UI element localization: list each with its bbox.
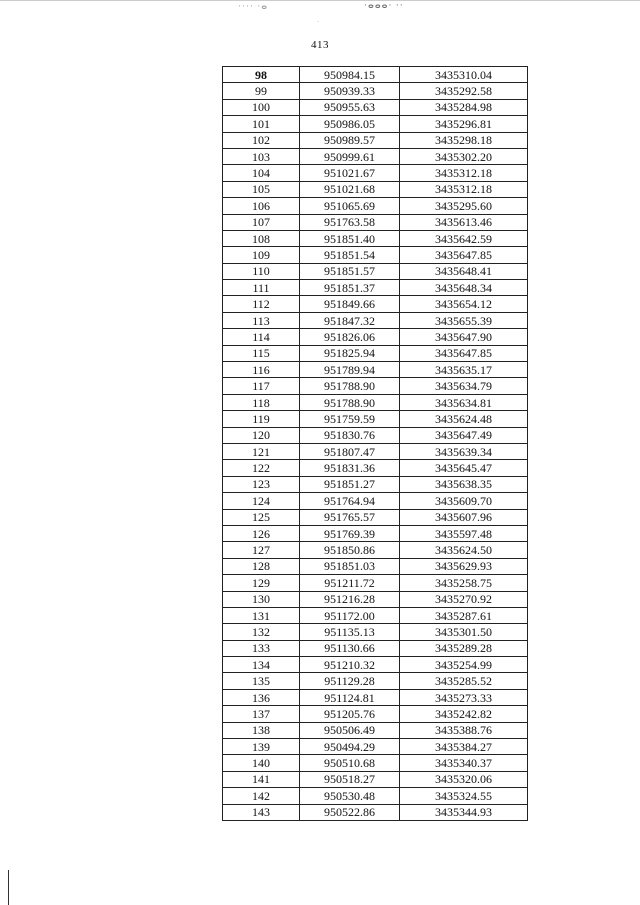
y-coordinate-cell: 3435302.20 (400, 148, 528, 164)
x-coordinate-cell: 950506.49 (300, 722, 400, 738)
table-row (223, 558, 528, 574)
table-row (223, 493, 528, 509)
point-number-cell: 114 (223, 329, 300, 345)
point-number-cell: 108 (223, 230, 300, 246)
y-coordinate-cell: 3435648.41 (400, 263, 528, 279)
scan-artifact: ·ⴰⴰⴰ· ·· (364, 0, 404, 10)
x-coordinate-cell: 951850.86 (300, 542, 400, 558)
point-number-cell: 99 (223, 83, 300, 99)
x-coordinate-cell: 950518.27 (300, 771, 400, 787)
y-coordinate-cell: 3435258.75 (400, 575, 528, 591)
table-row (223, 575, 528, 591)
point-number-cell: 105 (223, 181, 300, 197)
y-coordinate-cell: 3435384.27 (400, 739, 528, 755)
y-coordinate-cell: 3435638.35 (400, 476, 528, 492)
x-coordinate-cell: 951789.94 (300, 362, 400, 378)
y-coordinate-cell: 3435647.85 (400, 247, 528, 263)
table-row (223, 476, 528, 492)
y-coordinate-cell: 3435254.99 (400, 657, 528, 673)
point-number-cell: 130 (223, 591, 300, 607)
point-number-cell: 125 (223, 509, 300, 525)
x-coordinate-cell: 951830.76 (300, 427, 400, 443)
scan-artifact: · (317, 18, 321, 26)
table-row (223, 460, 528, 476)
table-row (223, 181, 528, 197)
y-coordinate-cell: 3435634.81 (400, 394, 528, 410)
y-coordinate-cell: 3435645.47 (400, 460, 528, 476)
y-coordinate-cell: 3435312.18 (400, 181, 528, 197)
table-row (223, 509, 528, 525)
table-row (223, 378, 528, 394)
point-number-cell: 113 (223, 312, 300, 328)
point-number-cell: 140 (223, 755, 300, 771)
x-coordinate-cell: 951851.03 (300, 558, 400, 574)
y-coordinate-cell: 3435292.58 (400, 83, 528, 99)
point-number-cell: 128 (223, 558, 300, 574)
table-row (223, 640, 528, 656)
point-number-cell: 100 (223, 99, 300, 115)
x-coordinate-cell: 951759.59 (300, 411, 400, 427)
x-coordinate-cell: 950984.15 (300, 67, 400, 83)
point-number-cell: 139 (223, 739, 300, 755)
y-coordinate-cell: 3435285.52 (400, 673, 528, 689)
table-row (223, 67, 528, 83)
x-coordinate-cell: 951851.37 (300, 280, 400, 296)
x-coordinate-cell: 950939.33 (300, 83, 400, 99)
point-number-cell: 141 (223, 771, 300, 787)
y-coordinate-cell: 3435647.85 (400, 345, 528, 361)
y-coordinate-cell: 3435654.12 (400, 296, 528, 312)
table-row (223, 312, 528, 328)
table-row (223, 427, 528, 443)
table-row (223, 247, 528, 263)
y-coordinate-cell: 3435629.93 (400, 558, 528, 574)
x-coordinate-cell: 951807.47 (300, 443, 400, 459)
x-coordinate-cell: 951130.66 (300, 640, 400, 656)
y-coordinate-cell: 3435284.98 (400, 99, 528, 115)
y-coordinate-cell: 3435289.28 (400, 640, 528, 656)
x-coordinate-cell: 951765.57 (300, 509, 400, 525)
point-number-cell: 119 (223, 411, 300, 427)
point-number-cell: 123 (223, 476, 300, 492)
point-number-cell: 110 (223, 263, 300, 279)
scan-artifact: ···· ·ⴰ (238, 1, 269, 11)
table-row (223, 362, 528, 378)
y-coordinate-cell: 3435324.55 (400, 788, 528, 804)
table-row (223, 99, 528, 115)
point-number-cell: 131 (223, 607, 300, 623)
x-coordinate-cell: 950986.05 (300, 116, 400, 132)
y-coordinate-cell: 3435340.37 (400, 755, 528, 771)
point-number-cell: 98 (223, 67, 300, 83)
point-number-cell: 107 (223, 214, 300, 230)
x-coordinate-cell: 951788.90 (300, 378, 400, 394)
x-coordinate-cell: 951851.27 (300, 476, 400, 492)
x-coordinate-cell: 950955.63 (300, 99, 400, 115)
x-coordinate-cell: 951205.76 (300, 706, 400, 722)
y-coordinate-cell: 3435635.17 (400, 362, 528, 378)
table-row (223, 706, 528, 722)
point-number-cell: 124 (223, 493, 300, 509)
x-coordinate-cell: 951021.67 (300, 165, 400, 181)
x-coordinate-cell: 950530.48 (300, 788, 400, 804)
table-row (223, 624, 528, 640)
x-coordinate-cell: 951065.69 (300, 198, 400, 214)
point-number-cell: 120 (223, 427, 300, 443)
y-coordinate-cell: 3435320.06 (400, 771, 528, 787)
coordinates-table-body (223, 67, 528, 821)
table-row (223, 542, 528, 558)
point-number-cell: 132 (223, 624, 300, 640)
table-row (223, 329, 528, 345)
x-coordinate-cell: 951021.68 (300, 181, 400, 197)
y-coordinate-cell: 3435607.96 (400, 509, 528, 525)
point-number-cell: 104 (223, 165, 300, 181)
y-coordinate-cell: 3435312.18 (400, 165, 528, 181)
table-row (223, 722, 528, 738)
x-coordinate-cell: 951172.00 (300, 607, 400, 623)
x-coordinate-cell: 950522.86 (300, 804, 400, 820)
point-number-cell: 109 (223, 247, 300, 263)
point-number-cell: 136 (223, 689, 300, 705)
x-coordinate-cell: 951826.06 (300, 329, 400, 345)
table-row (223, 443, 528, 459)
point-number-cell: 126 (223, 525, 300, 541)
table-row (223, 657, 528, 673)
y-coordinate-cell: 3435634.79 (400, 378, 528, 394)
point-number-cell: 117 (223, 378, 300, 394)
point-number-cell: 121 (223, 443, 300, 459)
table-row (223, 83, 528, 99)
y-coordinate-cell: 3435273.33 (400, 689, 528, 705)
x-coordinate-cell: 951851.40 (300, 230, 400, 246)
y-coordinate-cell: 3435597.48 (400, 525, 528, 541)
y-coordinate-cell: 3435642.59 (400, 230, 528, 246)
table-row (223, 345, 528, 361)
point-number-cell: 103 (223, 148, 300, 164)
x-coordinate-cell: 951216.28 (300, 591, 400, 607)
table-row (223, 591, 528, 607)
point-number-cell: 129 (223, 575, 300, 591)
table-row (223, 689, 528, 705)
point-number-cell: 143 (223, 804, 300, 820)
table-row (223, 607, 528, 623)
y-coordinate-cell: 3435310.04 (400, 67, 528, 83)
point-number-cell: 137 (223, 706, 300, 722)
table-row (223, 214, 528, 230)
point-number-cell: 111 (223, 280, 300, 296)
point-number-cell: 116 (223, 362, 300, 378)
table-row (223, 198, 528, 214)
point-number-cell: 112 (223, 296, 300, 312)
x-coordinate-cell: 951847.32 (300, 312, 400, 328)
y-coordinate-cell: 3435624.48 (400, 411, 528, 427)
y-coordinate-cell: 3435388.76 (400, 722, 528, 738)
y-coordinate-cell: 3435301.50 (400, 624, 528, 640)
x-coordinate-cell: 951124.81 (300, 689, 400, 705)
y-coordinate-cell: 3435295.60 (400, 198, 528, 214)
x-coordinate-cell: 951135.13 (300, 624, 400, 640)
table-row (223, 263, 528, 279)
x-coordinate-cell: 951211.72 (300, 575, 400, 591)
y-coordinate-cell: 3435270.92 (400, 591, 528, 607)
point-number-cell: 138 (223, 722, 300, 738)
page-number: 413 (311, 39, 329, 51)
y-coordinate-cell: 3435296.81 (400, 116, 528, 132)
y-coordinate-cell: 3435639.34 (400, 443, 528, 459)
table-row (223, 165, 528, 181)
y-coordinate-cell: 3435344.93 (400, 804, 528, 820)
point-number-cell: 142 (223, 788, 300, 804)
table-row (223, 525, 528, 541)
y-coordinate-cell: 3435287.61 (400, 607, 528, 623)
table-row (223, 394, 528, 410)
point-number-cell: 135 (223, 673, 300, 689)
x-coordinate-cell: 951769.39 (300, 525, 400, 541)
y-coordinate-cell: 3435647.90 (400, 329, 528, 345)
point-number-cell: 127 (223, 542, 300, 558)
table-row (223, 771, 528, 787)
table-row (223, 739, 528, 755)
y-coordinate-cell: 3435648.34 (400, 280, 528, 296)
x-coordinate-cell: 951849.66 (300, 296, 400, 312)
y-coordinate-cell: 3435609.70 (400, 493, 528, 509)
table-row (223, 296, 528, 312)
x-coordinate-cell: 951210.32 (300, 657, 400, 673)
point-number-cell: 118 (223, 394, 300, 410)
x-coordinate-cell: 951851.54 (300, 247, 400, 263)
y-coordinate-cell: 3435298.18 (400, 132, 528, 148)
table-row (223, 132, 528, 148)
table-row (223, 280, 528, 296)
x-coordinate-cell: 950989.57 (300, 132, 400, 148)
point-number-cell: 106 (223, 198, 300, 214)
x-coordinate-cell: 950510.68 (300, 755, 400, 771)
table-row (223, 673, 528, 689)
margin-rule (8, 870, 9, 905)
x-coordinate-cell: 951129.28 (300, 673, 400, 689)
x-coordinate-cell: 951825.94 (300, 345, 400, 361)
point-number-cell: 134 (223, 657, 300, 673)
y-coordinate-cell: 3435613.46 (400, 214, 528, 230)
point-number-cell: 122 (223, 460, 300, 476)
x-coordinate-cell: 951851.57 (300, 263, 400, 279)
scan-edge-line (0, 0, 640, 1)
x-coordinate-cell: 951788.90 (300, 394, 400, 410)
x-coordinate-cell: 950999.61 (300, 148, 400, 164)
x-coordinate-cell: 951831.36 (300, 460, 400, 476)
table-row (223, 788, 528, 804)
x-coordinate-cell: 950494.29 (300, 739, 400, 755)
table-row (223, 804, 528, 820)
y-coordinate-cell: 3435242.82 (400, 706, 528, 722)
coordinates-table (222, 66, 528, 821)
table-row (223, 148, 528, 164)
x-coordinate-cell: 951764.94 (300, 493, 400, 509)
y-coordinate-cell: 3435655.39 (400, 312, 528, 328)
x-coordinate-cell: 951763.58 (300, 214, 400, 230)
y-coordinate-cell: 3435624.50 (400, 542, 528, 558)
point-number-cell: 102 (223, 132, 300, 148)
point-number-cell: 115 (223, 345, 300, 361)
point-number-cell: 133 (223, 640, 300, 656)
table-row (223, 116, 528, 132)
table-row (223, 230, 528, 246)
table-row (223, 411, 528, 427)
point-number-cell: 101 (223, 116, 300, 132)
table-row (223, 755, 528, 771)
y-coordinate-cell: 3435647.49 (400, 427, 528, 443)
